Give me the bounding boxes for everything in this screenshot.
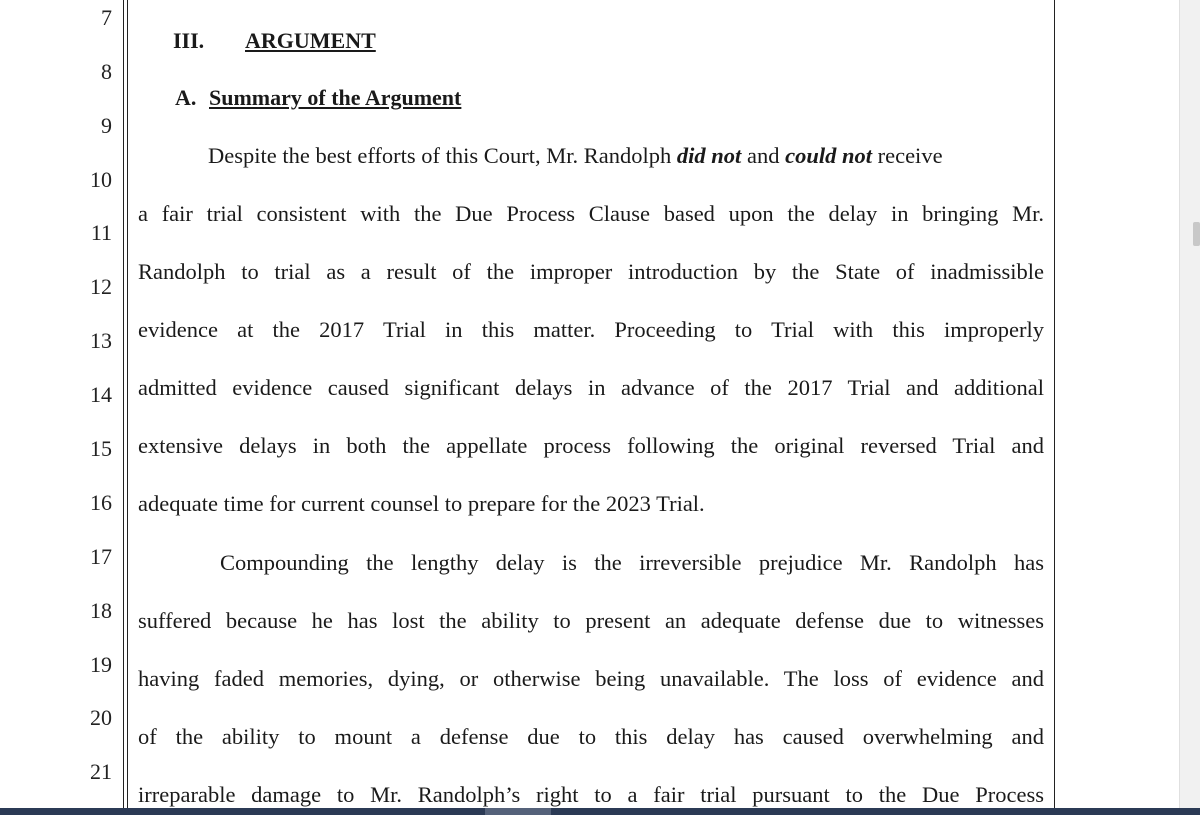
bottom-toolbar-edge (0, 808, 1200, 815)
section-title: ARGUMENT (245, 28, 376, 53)
paragraph-1-line-5: admitted evidence caused significant delays in advance of the 2017 Trial and additional (138, 375, 1044, 400)
paragraph-2-line-3: having faded memories, dying, or otherwise being unavailable. The loss of evidence and (138, 666, 1044, 691)
line-number: 11 (90, 220, 112, 245)
line-number: 8 (101, 59, 112, 84)
line-number: 7 (101, 5, 112, 30)
paragraph-2-line-1: Compounding the lengthy delay is the irreversible prejudice Mr. Randolph has (220, 550, 1044, 575)
paragraph-1-line-3: Randolph to trial as a result of the improper introduction by the State of inadmissible (138, 259, 1044, 284)
left-margin-rule (123, 0, 124, 808)
text-run: and (741, 143, 786, 168)
paragraph-1-line-6: extensive delays in both the appellate process following the original reversed Trial and (138, 433, 1044, 458)
line-numbers (0, 0, 112, 808)
paragraph-2-line-4: of the ability to mount a defense due to this delay has caused overwhelming and (138, 724, 1044, 749)
paragraph-1-line-7: adequate time for current counsel to prepare for the 2023 Trial. (138, 491, 705, 516)
line-number: 14 (90, 382, 112, 407)
right-margin-rule (1054, 0, 1055, 808)
subheading (175, 84, 461, 112)
vertical-scrollbar[interactable] (1179, 0, 1200, 808)
bottom-toolbar-segment (485, 808, 551, 815)
paragraph-1-line-2: a fair trial consistent with the Due Process Clause based upon the delay in bringing Mr. (138, 201, 1044, 226)
subheading-title: Summary of the Argument (209, 85, 462, 110)
line-number: 18 (90, 598, 112, 623)
paragraph-1-line-4: evidence at the 2017 Trial in this matter. Proceeding to Trial with this improperly (138, 317, 1044, 342)
left-margin-rule-inner (127, 0, 128, 808)
line-number: 15 (90, 436, 112, 461)
line-number: 17 (90, 544, 112, 569)
paragraph-2-line-2: suffered because he has lost the ability to present an adequate defense due to witnesses (138, 608, 1044, 633)
line-number: 13 (90, 328, 112, 353)
document-body (138, 0, 1044, 808)
text-run: receive (871, 143, 943, 168)
emphasis-could-not: could not (785, 143, 872, 168)
line-number: 12 (90, 274, 112, 299)
line-number: 20 (90, 705, 112, 730)
paragraph-2-line-5: irreparable damage to Mr. Randolph’s right to a fair trial pursuant to the Due Process (138, 782, 1044, 807)
line-number: 21 (90, 759, 112, 784)
paragraph-1-line-1 (138, 141, 1044, 171)
line-number: 19 (90, 652, 112, 677)
emphasis-did-not: did not (676, 143, 742, 168)
line-number: 10 (90, 167, 112, 192)
section-heading (173, 27, 376, 55)
line-number: 9 (101, 113, 112, 138)
line-number: 16 (90, 490, 112, 515)
scrollbar-thumb[interactable] (1193, 222, 1200, 246)
subheading-label: A. (175, 85, 197, 110)
section-number: III. (173, 28, 205, 53)
text-run: Despite the best efforts of this Court, Mr. Randolph (208, 143, 677, 168)
